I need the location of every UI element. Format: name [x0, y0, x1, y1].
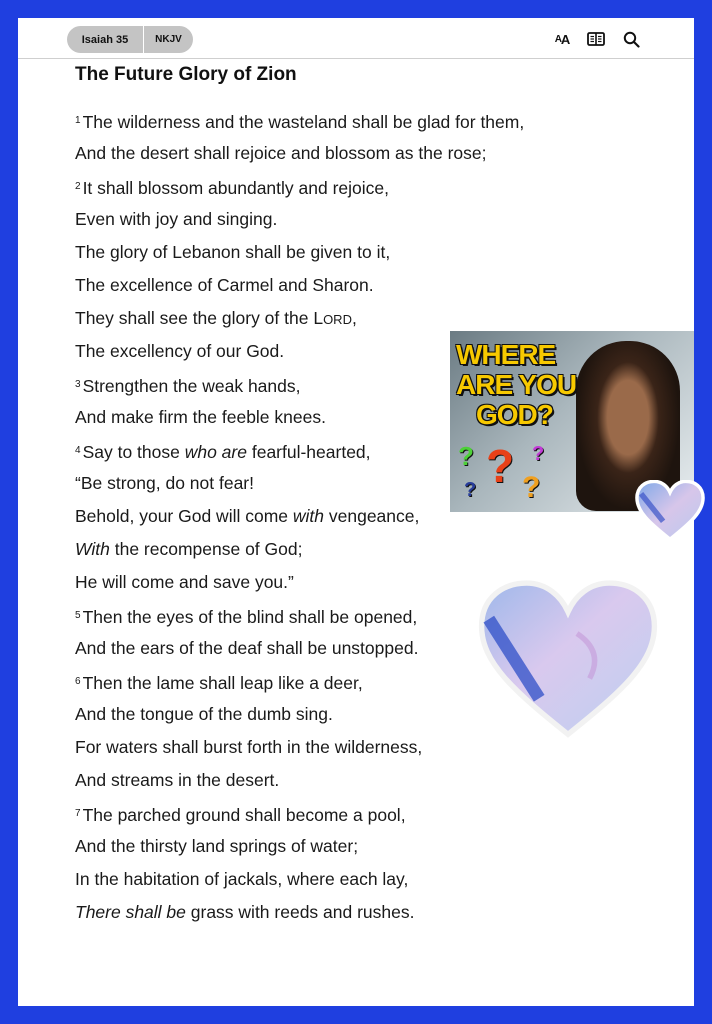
- thumbnail-title-line-3: GOD?: [476, 399, 553, 430]
- book-chapter-button[interactable]: Isaiah 35: [67, 26, 144, 53]
- reader-toolbar: [18, 18, 694, 59]
- verse-text: The excellency of our God.: [75, 341, 285, 361]
- verse-line[interactable]: [75, 104, 555, 137]
- verse-text: vengeance,: [324, 506, 420, 526]
- verse-line[interactable]: [75, 137, 555, 170]
- verse-text: Even with joy and singing.: [75, 209, 278, 229]
- verse-number: 2: [75, 181, 81, 192]
- verse-text: fearful-hearted,: [246, 442, 371, 462]
- font-size-big-glyph: A: [560, 31, 570, 47]
- verse-line[interactable]: [75, 533, 555, 566]
- verse-text: Behold, your God will come: [75, 506, 293, 526]
- verse-text: Then the eyes of the blind shall be opened,: [82, 607, 418, 627]
- verse-number: 4: [75, 445, 81, 456]
- verse-line[interactable]: [75, 170, 555, 203]
- version-button[interactable]: NKJV: [155, 34, 182, 45]
- search-icon[interactable]: [621, 30, 641, 48]
- thumbnail-title-line-1: WHERE: [456, 339, 556, 370]
- verse-line[interactable]: [75, 896, 555, 929]
- verse-text: ,: [351, 308, 357, 328]
- verse-text-italic: who are: [184, 442, 247, 462]
- question-mark-purple: ?: [532, 443, 545, 465]
- verse-text: And the ears of the deaf shall be unstopped.: [75, 638, 419, 658]
- verse-number: 7: [75, 808, 81, 819]
- verse-text: He will come and save you.”: [75, 572, 294, 592]
- verse-text: “Be strong, do not fear!: [75, 473, 254, 493]
- verse-line[interactable]: [75, 797, 555, 830]
- verse-text: the recompense of God;: [109, 539, 303, 559]
- verse-text: And streams in the desert.: [75, 770, 280, 790]
- lord-small-caps: LORD: [313, 308, 352, 328]
- verse-text: The glory of Lebanon shall be given to it,: [75, 242, 391, 262]
- question-mark-red: ?: [486, 440, 515, 492]
- reader-page: [18, 18, 694, 1006]
- verse-text: They shall see the glory of the: [75, 308, 314, 328]
- verse-text: In the habitation of jackals, where each lay,: [75, 869, 409, 889]
- question-mark-green: ?: [458, 441, 474, 471]
- chapter-text: [75, 104, 555, 929]
- verse-number: 5: [75, 610, 81, 621]
- verse-text: The parched ground shall become a pool,: [82, 805, 406, 825]
- font-size-button[interactable]: [551, 30, 573, 48]
- verse-number: 1: [75, 115, 81, 126]
- section-heading: The Future Glory of Zion: [75, 64, 297, 85]
- verse-text: And the desert shall rejoice and blossom as the rose;: [75, 143, 487, 163]
- verse-text: It shall blossom abundantly and rejoice,: [82, 178, 389, 198]
- verse-text: grass with reeds and rushes.: [185, 902, 415, 922]
- verse-line[interactable]: [75, 830, 555, 863]
- large-heart-image: [478, 578, 658, 743]
- verse-line[interactable]: [75, 203, 555, 236]
- font-size-small-glyph: A: [554, 33, 561, 45]
- passage-selector: [67, 26, 193, 53]
- verse-text: Strengthen the weak hands,: [82, 376, 301, 396]
- book-view-icon[interactable]: [586, 30, 606, 48]
- verse-text-italic: With: [75, 539, 110, 559]
- verse-line[interactable]: [75, 863, 555, 896]
- question-mark-blue: ?: [464, 479, 477, 501]
- verse-text: Say to those: [82, 442, 185, 462]
- verse-line[interactable]: [75, 236, 555, 269]
- verse-text-italic: There shall be: [75, 902, 186, 922]
- verse-number: 3: [75, 379, 81, 390]
- verse-text: Then the lame shall leap like a deer,: [82, 673, 363, 693]
- verse-text: For waters shall burst forth in the wilderness,: [75, 737, 423, 757]
- verse-text: And the tongue of the dumb sing.: [75, 704, 333, 724]
- verse-line[interactable]: [75, 269, 555, 302]
- verse-number: 6: [75, 676, 81, 687]
- verse-text-italic: with: [292, 506, 325, 526]
- verse-line[interactable]: [75, 764, 555, 797]
- small-heart-image: [635, 480, 705, 542]
- verse-text: The excellence of Carmel and Sharon.: [75, 275, 374, 295]
- verse-text: And make firm the feeble knees.: [75, 407, 326, 427]
- thumbnail-title-line-2: ARE YOU: [456, 369, 577, 400]
- verse-text: And the thirsty land springs of water;: [75, 836, 359, 856]
- question-mark-orange: ?: [522, 471, 541, 504]
- verse-text: The wilderness and the wasteland shall be glad for them,: [82, 112, 525, 132]
